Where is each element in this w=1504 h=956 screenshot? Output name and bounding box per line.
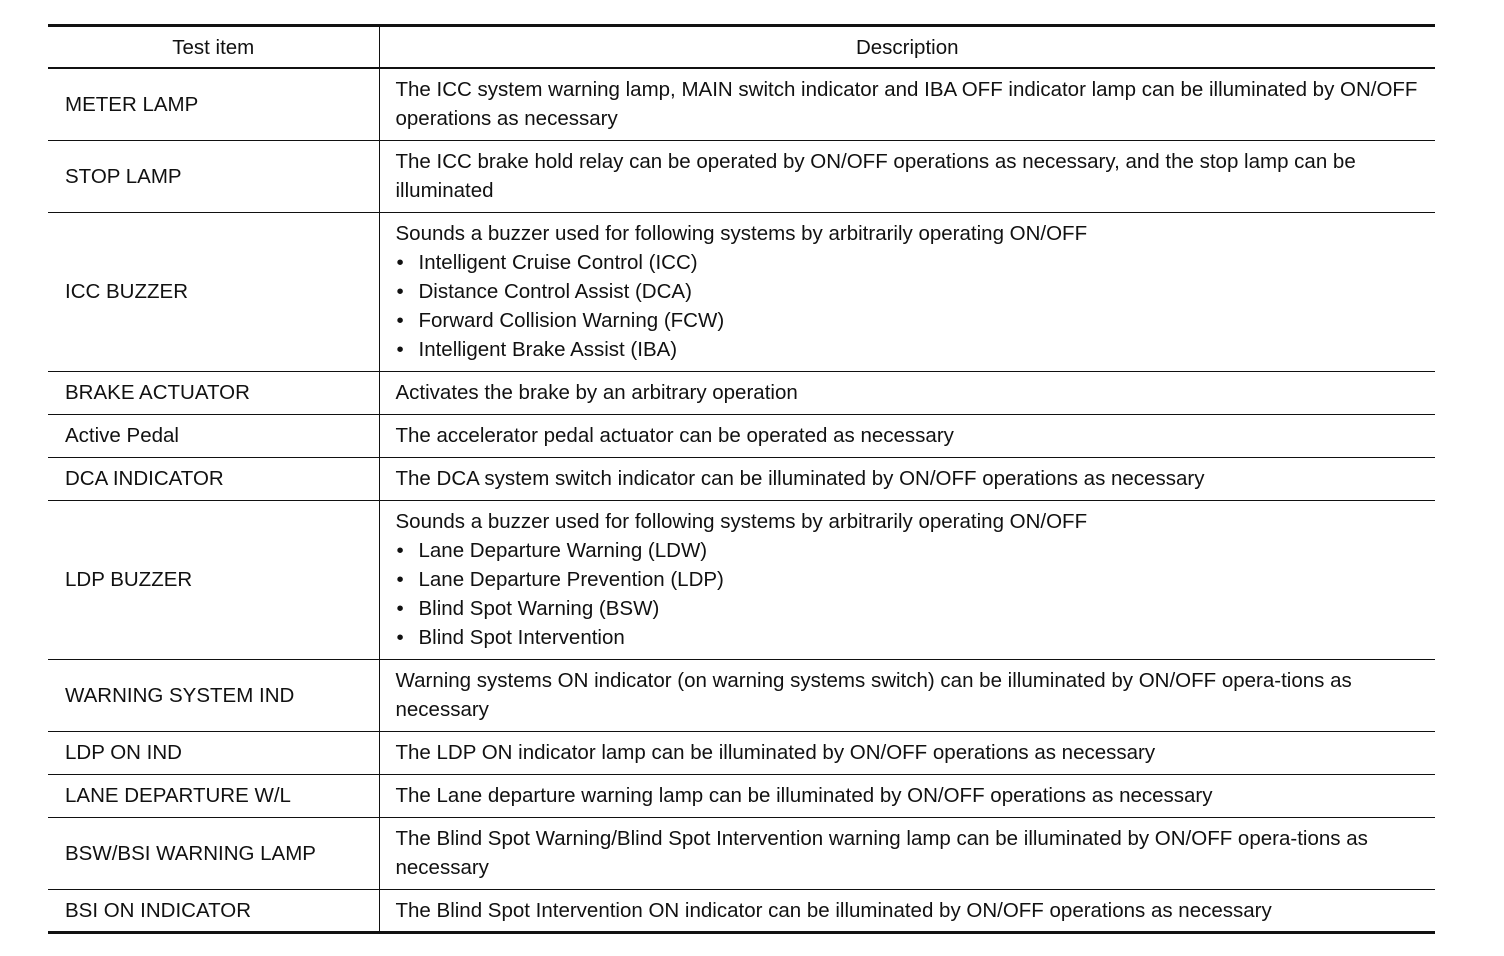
header-test-item: Test item <box>172 35 255 59</box>
bullet-item: • Distance Control Assist (DCA) <box>396 277 1428 306</box>
table-row <box>48 68 1435 140</box>
test-item-table <box>48 24 1435 934</box>
table-row <box>48 889 1435 932</box>
table-row <box>48 817 1435 889</box>
test-item-cell: BSI ON INDICATOR <box>65 898 252 922</box>
test-item-cell: LDP BUZZER <box>65 568 193 591</box>
description-text: The Blind Spot Warning/Blind Spot Intervention warning lamp can be illuminated by ON/OFF opera-tions as necessary <box>395 827 1368 879</box>
bullet-item: • Intelligent Brake Assist (IBA) <box>396 335 1428 364</box>
table-header-row <box>48 26 1435 69</box>
description-text: The DCA system switch indicator can be illuminated by ON/OFF operations as necessary <box>395 467 1205 490</box>
table-row <box>48 659 1435 731</box>
test-item-cell: ICC BUZZER <box>65 280 188 303</box>
description-text: The ICC brake hold relay can be operated by ON/OFF operations as necessary, and the stop lamp can be illuminated <box>395 150 1356 202</box>
test-item-cell: DCA INDICATOR <box>65 467 224 490</box>
table-row <box>48 371 1435 414</box>
description-text: Sounds a buzzer used for following systems by arbitrarily operating ON/OFF <box>395 222 1088 245</box>
bullet-item: • Lane Departure Warning (LDW) <box>396 536 1428 565</box>
description-cell <box>379 212 1435 371</box>
bullet-list <box>396 248 1428 364</box>
description-cell <box>379 68 1435 140</box>
description-cell <box>379 371 1435 414</box>
table-row <box>48 457 1435 500</box>
test-item-cell: BSW/BSI WARNING LAMP <box>65 841 316 865</box>
bullet-item: • Blind Spot Intervention <box>396 623 1428 652</box>
description-cell <box>379 500 1435 659</box>
description-cell <box>379 414 1435 457</box>
description-text: The accelerator pedal actuator can be operated as necessary <box>395 424 954 447</box>
bullet-item: • Lane Departure Prevention (LDP) <box>396 565 1428 594</box>
description-cell <box>379 140 1435 212</box>
description-text: Activates the brake by an arbitrary operation <box>395 381 798 404</box>
bullet-list <box>396 536 1428 652</box>
test-item-cell: LDP ON IND <box>65 741 182 764</box>
description-cell <box>379 817 1435 889</box>
description-text: The Blind Spot Intervention ON indicator can be illuminated by ON/OFF operations as necessary <box>395 898 1272 922</box>
bullet-item: • Forward Collision Warning (FCW) <box>396 306 1428 335</box>
test-item-cell: LANE DEPARTURE W/L <box>65 784 291 807</box>
test-item-cell: METER LAMP <box>65 92 199 116</box>
description-cell <box>379 889 1435 932</box>
table-row <box>48 414 1435 457</box>
description-text: The ICC system warning lamp, MAIN switch indicator and IBA OFF indicator lamp can be illuminated by ON/OFF operations as necessary <box>395 78 1418 131</box>
test-item-cell: Active Pedal <box>65 424 179 447</box>
test-item-cell: BRAKE ACTUATOR <box>65 381 250 404</box>
test-item-cell: WARNING SYSTEM IND <box>65 683 295 707</box>
table-row <box>48 500 1435 659</box>
description-text: Sounds a buzzer used for following systems by arbitrarily operating ON/OFF <box>395 510 1088 533</box>
table-row <box>48 212 1435 371</box>
description-cell <box>379 731 1435 774</box>
bullet-item: • Blind Spot Warning (BSW) <box>396 594 1428 623</box>
test-item-cell: STOP LAMP <box>65 164 182 188</box>
table-row <box>48 140 1435 212</box>
header-description: Description <box>379 26 1435 69</box>
bullet-item: • Intelligent Cruise Control (ICC) <box>396 248 1428 277</box>
description-cell <box>379 457 1435 500</box>
description-cell <box>379 659 1435 731</box>
description-cell <box>379 774 1435 817</box>
table-row <box>48 731 1435 774</box>
description-text: The Lane departure warning lamp can be illuminated by ON/OFF operations as necessary <box>395 784 1213 807</box>
description-text: Warning systems ON indicator (on warning systems switch) can be illuminated by ON/OFF opera-tions as necessary <box>395 669 1352 721</box>
table-row <box>48 774 1435 817</box>
description-text: The LDP ON indicator lamp can be illuminated by ON/OFF operations as necessary <box>395 741 1156 764</box>
